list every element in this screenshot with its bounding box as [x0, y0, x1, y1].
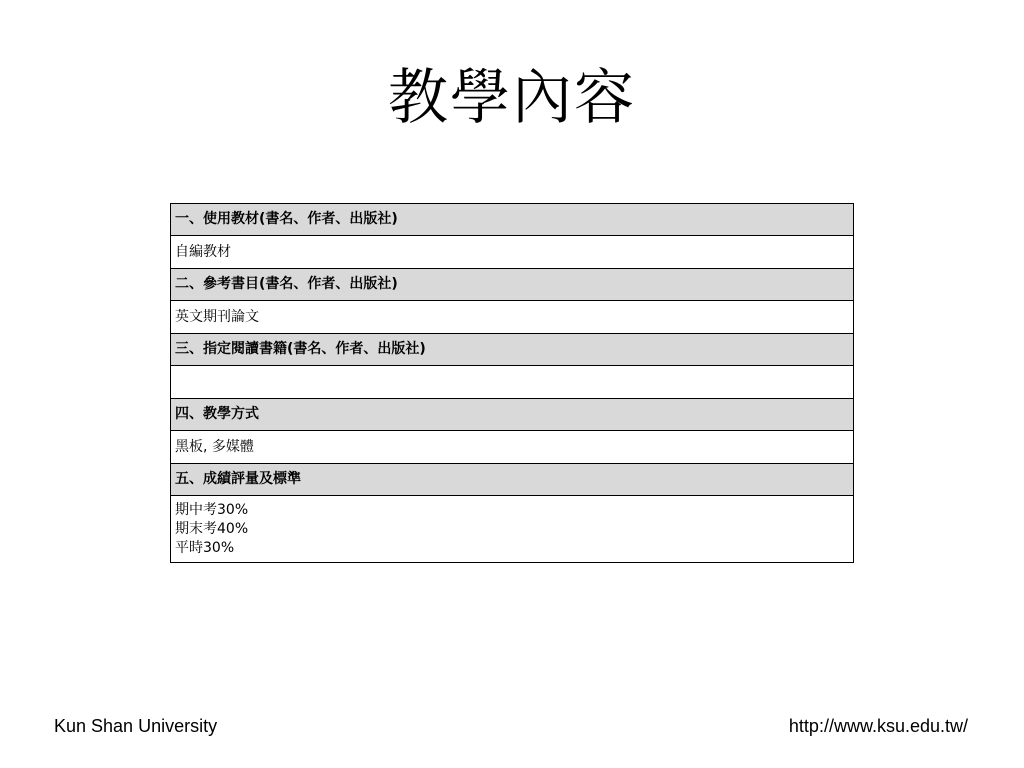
section-1-header-row: [171, 204, 854, 236]
section-3-heading: 三、指定閱讀書籍(書名、作者、出版社): [171, 334, 854, 366]
section-3-header-row: [171, 334, 854, 366]
footer-university-name: Kun Shan University: [54, 716, 218, 736]
section-4-heading: 四、教學方式: [171, 399, 854, 431]
section-3-content: [171, 366, 854, 399]
section-2-content: 英文期刊論文: [171, 301, 854, 334]
course-info-table: [170, 203, 854, 563]
section-5-content-row: [171, 496, 854, 563]
section-4-header-row: [171, 399, 854, 431]
section-2-heading: 二、參考書目(書名、作者、出版社): [171, 269, 854, 301]
section-5-content: [171, 496, 854, 563]
section-5-header-row: [171, 464, 854, 496]
grading-line-final: 期末考40%: [175, 521, 249, 537]
section-1-content: 自編教材: [171, 236, 854, 269]
section-2-header-row: [171, 269, 854, 301]
section-5-heading: 五、成績評量及標準: [171, 464, 854, 496]
section-2-content-row: [171, 301, 854, 334]
section-1-heading: 一、使用教材(書名、作者、出版社): [171, 204, 854, 236]
section-1-content-row: [171, 236, 854, 269]
grading-line-midterm: 期中考30%: [175, 502, 249, 518]
section-3-content-row: [171, 366, 854, 399]
footer-website-url: http://www.ksu.edu.tw/: [788, 716, 968, 736]
section-4-content-row: [171, 431, 854, 464]
grading-line-regular: 平時30%: [175, 540, 235, 556]
slide-title: 教學內容: [388, 63, 636, 133]
section-4-content: 黑板, 多媒體: [171, 431, 854, 464]
